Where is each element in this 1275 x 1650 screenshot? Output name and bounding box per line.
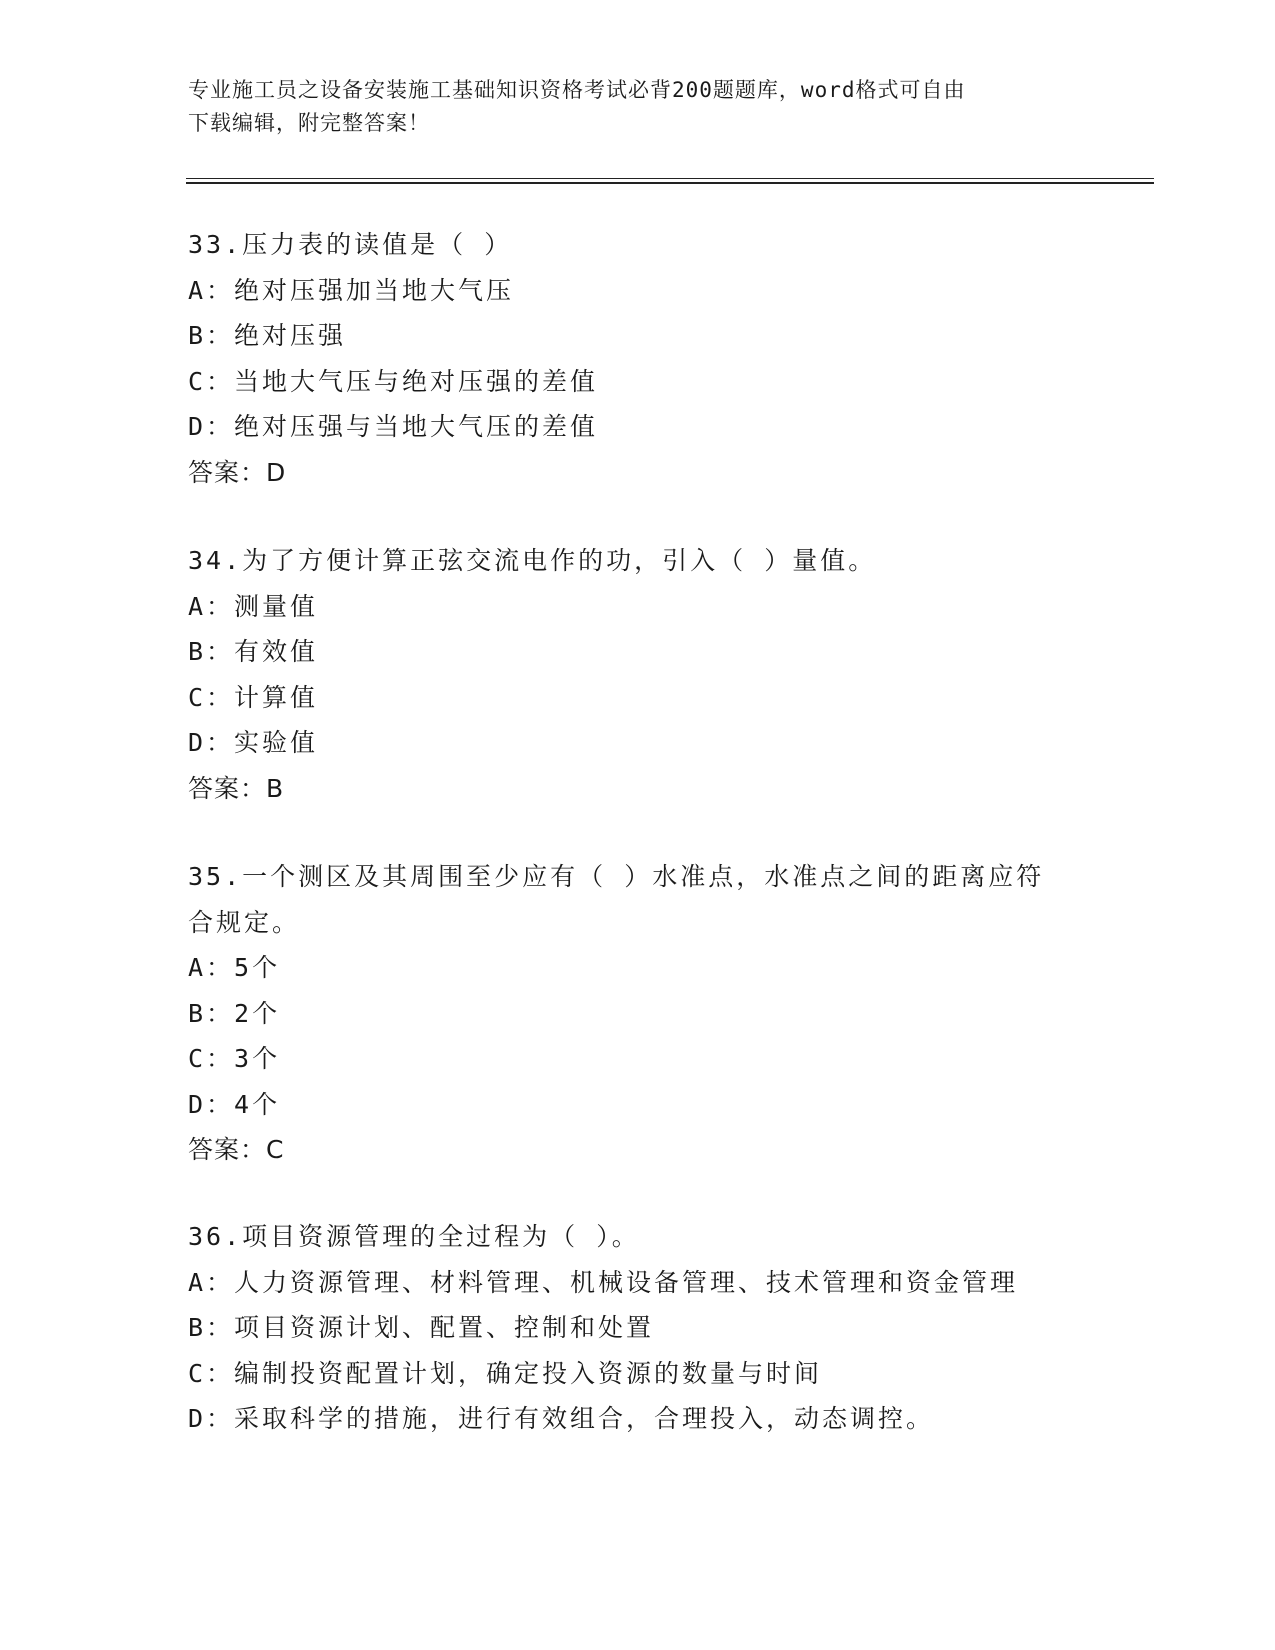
- question-title: 34.为了方便计算正弦交流电作的功，引入（ ）量值。: [188, 546, 877, 575]
- header-line-2: 下载编辑，附完整答案！: [188, 111, 430, 135]
- answer: 答案：B: [188, 773, 285, 803]
- option-d: D：绝对压强与当地大气压的差值: [188, 412, 599, 441]
- question-35: [188, 854, 1088, 1173]
- question-34: [188, 538, 1088, 811]
- option-d: D：实验值: [188, 728, 319, 757]
- option-a: A：人力资源管理、材料管理、机械设备管理、技术管理和资金管理: [188, 1267, 1019, 1297]
- question-36: [188, 1214, 1088, 1442]
- option-b: B：绝对压强: [188, 321, 347, 350]
- answer: 答案：C: [188, 1135, 285, 1164]
- option-c: C：当地大气压与绝对压强的差值: [188, 366, 599, 396]
- option-c: C：编制投资配置计划，确定投入资源的数量与时间: [188, 1358, 823, 1388]
- document-header: [188, 74, 1088, 140]
- option-b: B：有效值: [188, 637, 319, 666]
- question-33: [188, 222, 1088, 495]
- option-b: B：项目资源计划、配置、控制和处置: [188, 1313, 655, 1342]
- option-a: A：绝对压强加当地大气压: [188, 275, 515, 305]
- question-title: 33.压力表的读值是（ ）: [188, 230, 513, 259]
- header-divider-double: [186, 182, 1154, 184]
- question-title-cont: 合规定。: [188, 907, 301, 937]
- question-title: 36.项目资源管理的全过程为（ ）。: [188, 1222, 640, 1251]
- option-a: A：5个: [188, 953, 281, 982]
- option-d: D：4个: [188, 1089, 281, 1119]
- option-a: A：测量值: [188, 591, 319, 621]
- answer: 答案：D: [188, 457, 287, 487]
- header-divider: [186, 178, 1154, 179]
- header-line-1: 专业施工员之设备安装施工基础知识资格考试必背200题题库，word格式可自由: [188, 78, 966, 102]
- option-d: D：采取科学的措施，进行有效组合，合理投入，动态调控。: [188, 1404, 935, 1433]
- question-title: 35.一个测区及其周围至少应有（ ）水准点，水准点之间的距离应符: [188, 862, 1045, 891]
- option-b: B：2个: [188, 998, 281, 1028]
- option-c: C：3个: [188, 1044, 281, 1073]
- option-c: C：计算值: [188, 682, 319, 712]
